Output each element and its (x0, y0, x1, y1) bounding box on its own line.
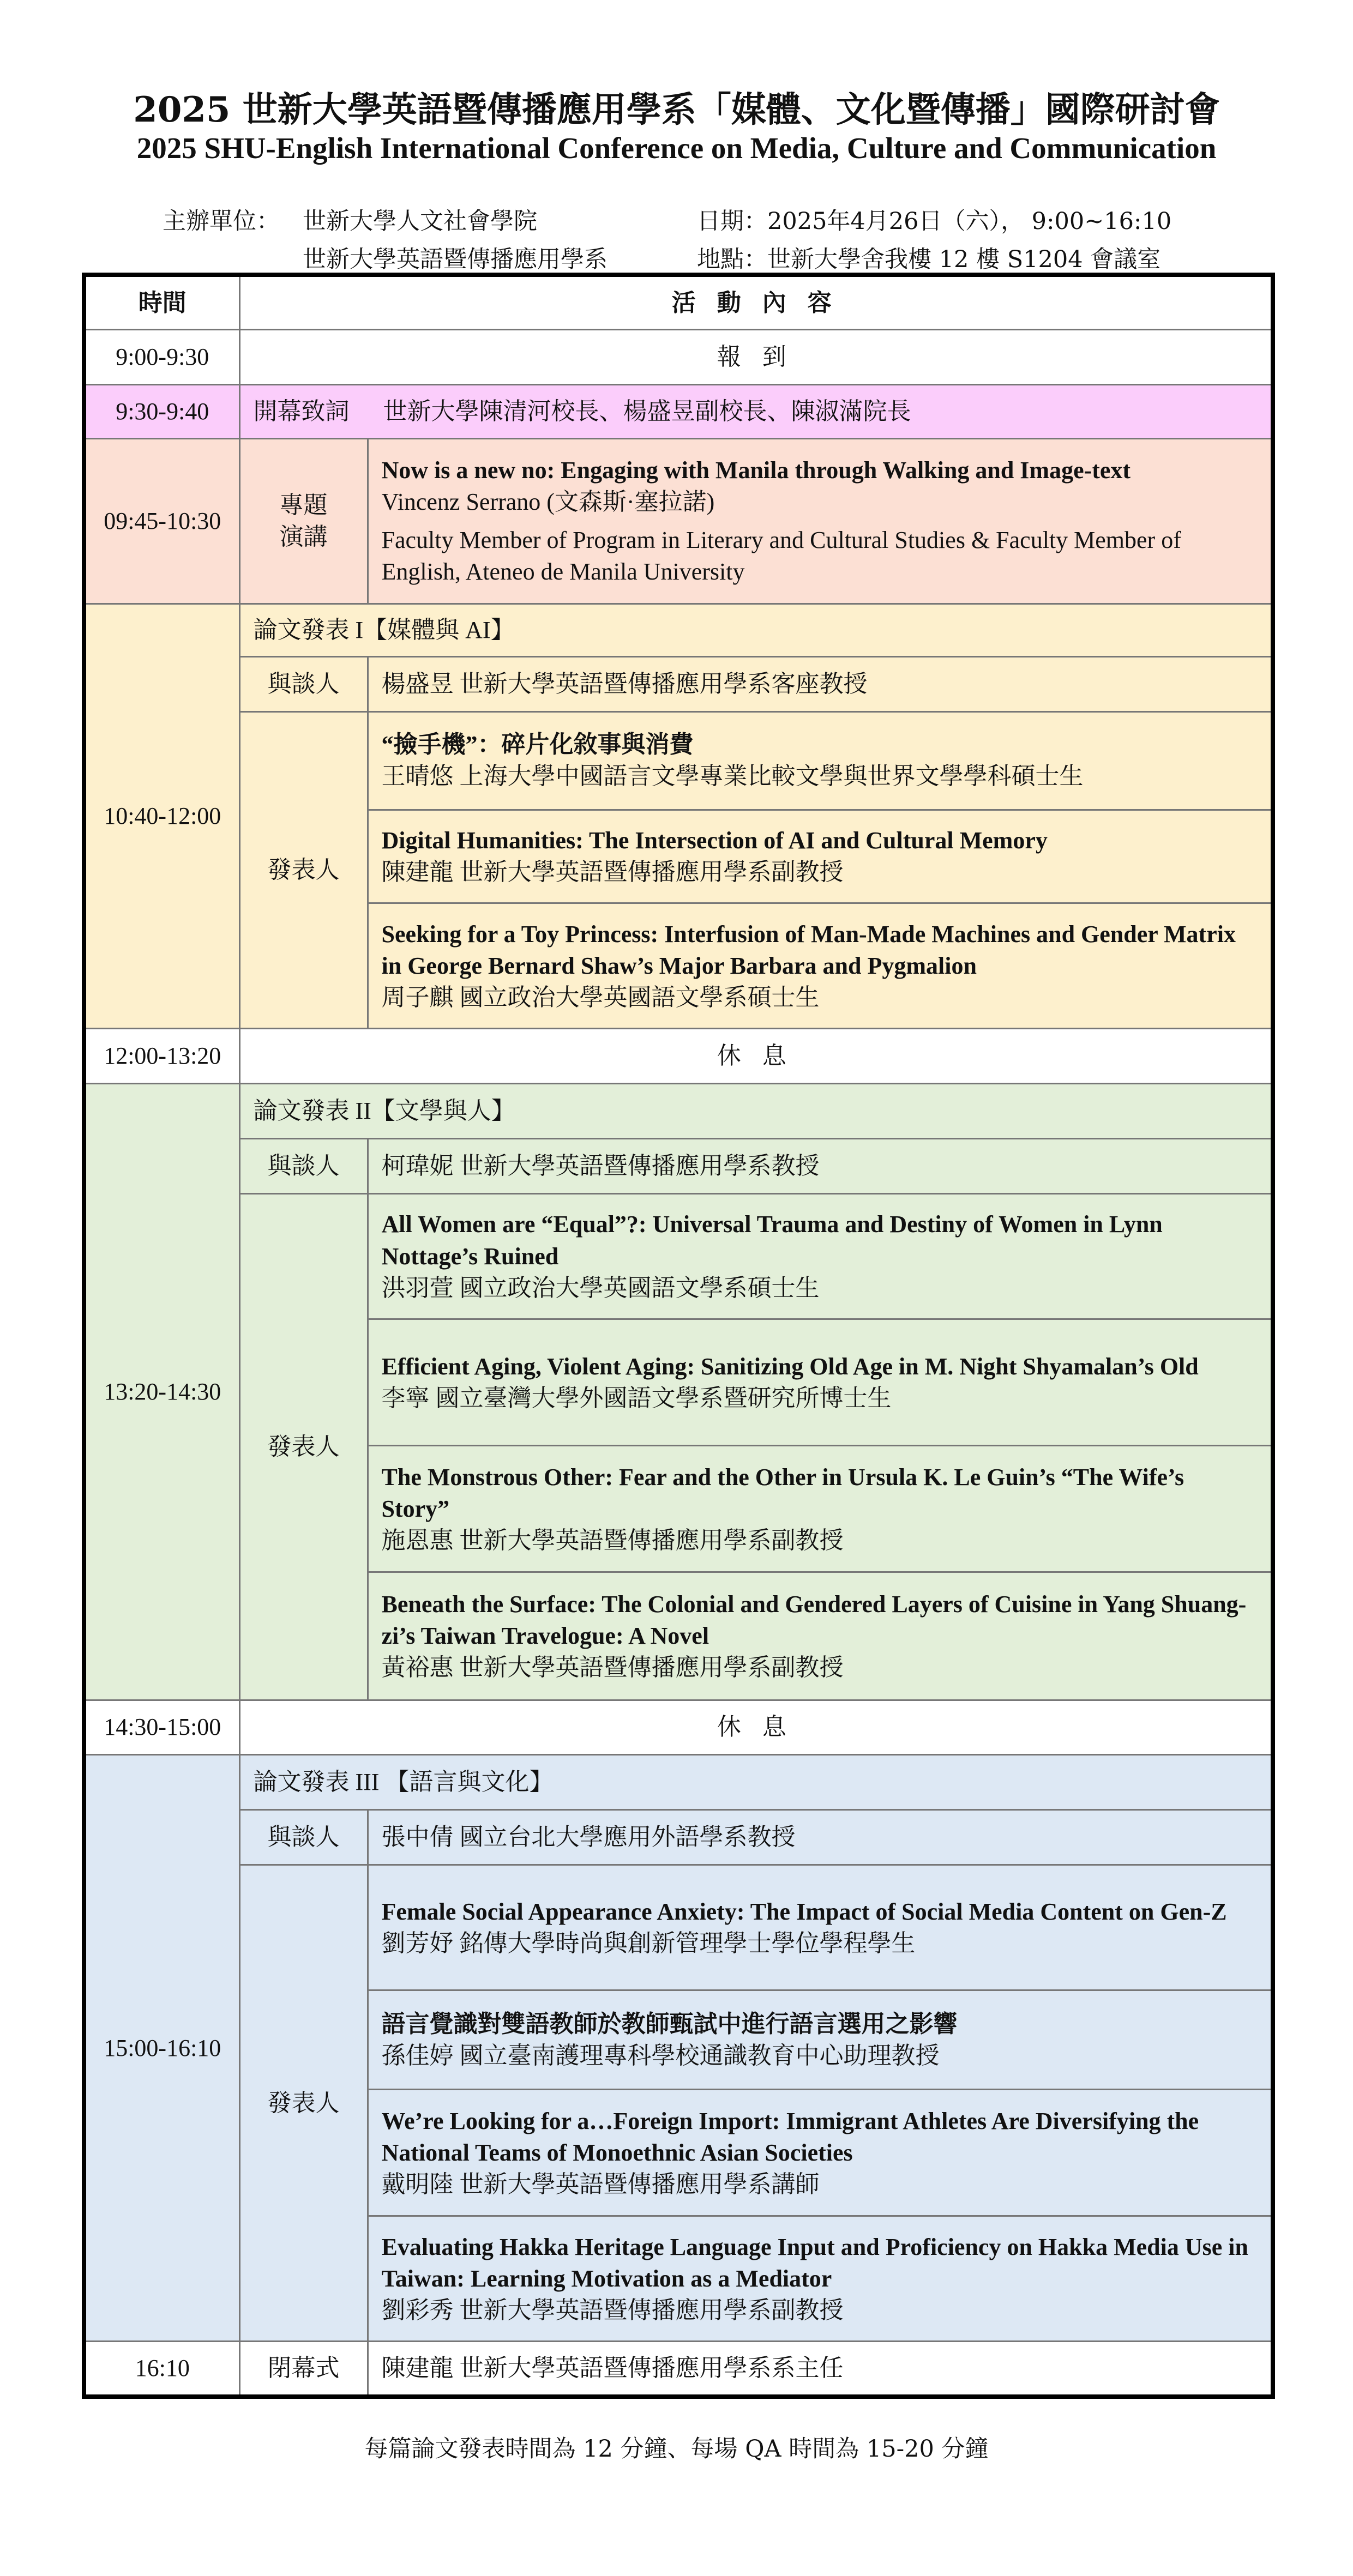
event-venue: 地點：世新大學舍我樓 12 樓 S1204 會議室 (697, 246, 1161, 273)
session1-paper-2 (368, 810, 1273, 903)
paper-title: 語言覺識對雙語教師於教師甄試中進行語言選用之影響 (381, 2010, 958, 2037)
keynote-row (84, 439, 1273, 604)
page-title-chinese: 2025 世新大學英語暨傳播應用學系「媒體、文化暨傳播」國際研討會 (133, 89, 1220, 130)
page-title-english: 2025 SHU-English International Conference on Media, Culture and Communication (136, 131, 1217, 165)
keynote-speaker: Vincenz Serrano (文森斯·塞拉諾) (381, 488, 715, 516)
session2-title-row (84, 1084, 1273, 1139)
organizer-department: 世新大學英語暨傳播應用學系 (303, 246, 608, 273)
closing-row (84, 2342, 1273, 2397)
paper-author: 孫佳婷 國立臺南護理專科學校通識教育中心助理教授 (381, 2042, 940, 2069)
table-row (84, 711, 1273, 810)
paper-title: Digital Humanities: The Intersection of AI and Cultural Memory (381, 827, 1048, 854)
paper-title: Seeking for a Toy Princess: Interfusion of Man-Made Machines and Gender Matrix in George Bernard Shaw’s Major Barbara and Pygmalion (381, 920, 1236, 979)
closing-label: 閉幕式 (239, 2342, 368, 2397)
session1-discussant: 楊盛昱 世新大學英語暨傳播應用學系客座教授 (368, 656, 1273, 711)
session1-title: 論文發表 I【媒體與 AI】 (239, 604, 1273, 657)
keynote-content (368, 439, 1273, 604)
paper-author: 劉芳妤 銘傳大學時尚與創新管理學士學位學程學生 (381, 1929, 916, 1957)
session3-paper-1 (368, 1865, 1273, 1990)
session1-discussant-label: 與談人 (239, 656, 368, 711)
break2-time: 14:30-15:00 (84, 1700, 239, 1755)
session3-discussant: 張中倩 國立台北大學應用外語學系教授 (368, 1810, 1273, 1865)
opening-label: 開幕致詞 (253, 398, 350, 425)
paper-author: 陳建龍 世新大學英語暨傳播應用學系副教授 (381, 858, 844, 885)
keynote-label (239, 439, 368, 604)
break1-time: 12:00-13:20 (84, 1029, 239, 1084)
session1-presenter-label: 發表人 (239, 711, 368, 1028)
session2-discussant-row (84, 1139, 1273, 1194)
keynote-time: 09:45-10:30 (84, 439, 239, 604)
session1-title-row (84, 604, 1273, 657)
break2-label: 休 息 (239, 1700, 1273, 1755)
session3-paper-4 (368, 2216, 1273, 2342)
paper-title: “撿手機”：碎片化敘事與消費 (381, 731, 694, 758)
session3-discussant-label: 與談人 (239, 1810, 368, 1865)
opening-speakers: 世新大學陳清河校長、楊盛昱副校長、陳淑滿院長 (383, 398, 911, 425)
registration-time: 9:00-9:30 (84, 330, 239, 385)
session1-time: 10:40-12:00 (84, 604, 239, 1029)
paper-title: Efficient Aging, Violent Aging: Sanitizing Old Age in M. Night Shyamalan’s Old (381, 1353, 1199, 1380)
organizer-college: 世新大學人文社會學院 (303, 208, 537, 235)
header-time: 時間 (84, 275, 239, 330)
session3-title: 論文發表 III 【語言與文化】 (239, 1755, 1273, 1810)
paper-author: 李寧 國立臺灣大學外國語文學系暨研究所博士生 (381, 1384, 892, 1411)
session2-time: 13:20-14:30 (84, 1084, 239, 1700)
paper-author: 劉彩秀 世新大學英語暨傳播應用學系副教授 (381, 2296, 844, 2324)
session2-paper-1 (368, 1193, 1273, 1319)
paper-author: 黃裕惠 世新大學英語暨傳播應用學系副教授 (381, 1654, 844, 1681)
header-activity: 活 動 內 容 (239, 275, 1273, 330)
paper-title: The Monstrous Other: Fear and the Other in Ursula K. Le Guin’s “The Wife’s Story” (381, 1463, 1184, 1522)
session3-title-row (84, 1755, 1273, 1810)
session3-discussant-row (84, 1810, 1273, 1865)
session1-discussant-row (84, 656, 1273, 711)
session3-paper-3 (368, 2090, 1273, 2216)
keynote-affiliation: Faculty Member of Program in Literary and Cultural Studies & Faculty Member of English, Ateneo de Manila University (381, 527, 1181, 586)
session2-title: 論文發表 II【文學與人】 (239, 1084, 1273, 1139)
registration-row (84, 330, 1273, 385)
keynote-title: Now is a new no: Engaging with Manila through Walking and Image-text (381, 456, 1131, 484)
closing-time: 16:10 (84, 2342, 239, 2397)
opening-time: 9:30-9:40 (84, 385, 239, 439)
session1-paper-3 (368, 903, 1273, 1029)
paper-author: 洪羽萱 國立政治大學英國語文學系碩士生 (381, 1274, 820, 1301)
break1-label: 休 息 (239, 1029, 1273, 1084)
session3-time: 15:00-16:10 (84, 1755, 239, 2342)
break1-row (84, 1029, 1273, 1084)
session3-presenter-label: 發表人 (239, 1865, 368, 2342)
paper-title: Beneath the Surface: The Colonial and Gendered Layers of Cuisine in Yang Shuang-zi’s Taiwan Travelogue: A Novel (381, 1590, 1247, 1649)
table-row (84, 1865, 1273, 1990)
paper-author: 施恩惠 世新大學英語暨傳播應用學系副教授 (381, 1527, 844, 1554)
opening-row (84, 385, 1273, 439)
session2-paper-2 (368, 1319, 1273, 1446)
organizer-label: 主辦單位： (163, 208, 280, 235)
session2-paper-3 (368, 1446, 1273, 1572)
session2-presenter-label: 發表人 (239, 1193, 368, 1700)
table-header-row (84, 275, 1273, 330)
keynote-label-line1: 專題 (279, 492, 328, 519)
session3-paper-2 (368, 1990, 1273, 2090)
schedule-table (82, 273, 1275, 2399)
paper-title: Female Social Appearance Anxiety: The Impact of Social Media Content on Gen-Z (381, 1898, 1227, 1925)
footer-note: 每篇論文發表時間為 12 分鐘、每場 QA 時間為 15-20 分鐘 (364, 2435, 989, 2463)
event-date: 日期：2025年4月26日（六）， 9:00~16:10 (697, 208, 1172, 235)
table-row (84, 1193, 1273, 1319)
session2-discussant: 柯瑋妮 世新大學英語暨傳播應用學系教授 (368, 1139, 1273, 1194)
paper-author: 王晴悠 上海大學中國語言文學專業比較文學與世界文學學科碩士生 (381, 763, 1084, 790)
session2-discussant-label: 與談人 (239, 1139, 368, 1194)
keynote-label-line2: 演講 (279, 523, 328, 551)
break2-row (84, 1700, 1273, 1755)
closing-speaker: 陳建龍 世新大學英語暨傳播應用學系系主任 (368, 2342, 1273, 2397)
opening-content (239, 385, 1273, 439)
paper-title: Evaluating Hakka Heritage Language Input and Proficiency on Hakka Media Use in Taiwan: Learning Motivation as a Mediator (381, 2233, 1248, 2292)
registration-label: 報 到 (239, 330, 1273, 385)
session2-paper-4 (368, 1572, 1273, 1700)
session1-paper-1 (368, 711, 1273, 810)
paper-title: All Women are “Equal”?: Universal Trauma and Destiny of Women in Lynn Nottage’s Ruined (381, 1211, 1163, 1270)
paper-author: 戴明陸 世新大學英語暨傳播應用學系講師 (381, 2170, 820, 2198)
paper-author: 周子麒 國立政治大學英國語文學系碩士生 (381, 984, 820, 1011)
paper-title: We’re Looking for a…Foreign Import: Immigrant Athletes Are Diversifying the National Teams of Monoethnic Asian Societies (381, 2107, 1199, 2166)
